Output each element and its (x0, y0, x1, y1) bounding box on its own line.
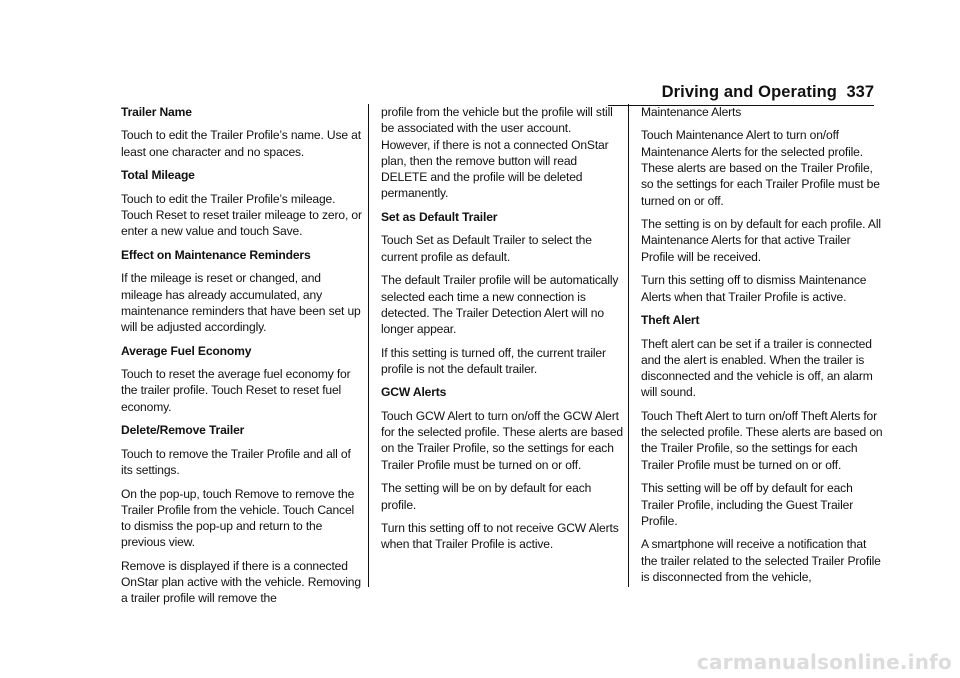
body-paragraph: If this setting is turned off, the current trailer profile is not the default trailer. (381, 345, 606, 376)
body-paragraph: Turn this setting off to dismiss Maintenance Alerts when that Trailer Profile is active. (641, 273, 867, 304)
body-paragraph: profile from the vehicle but the profile will still be associated with the user account. However, if there is not a connected OnStar plan, then the remove button will read DELETE and the profile will be deleted permanently. (381, 105, 613, 201)
section-heading: Delete/Remove Trailer (121, 423, 245, 438)
section-heading: Maintenance Alerts (641, 105, 742, 119)
watermark-text: carmanualsonline.info (696, 650, 952, 674)
section-heading: Theft Alert (641, 313, 700, 328)
body-paragraph: Touch Set as Default Trailer to select the current profile as default. (381, 233, 592, 264)
body-paragraph: Touch to edit the Trailer Profile’s mileage. Touch Reset to reset trailer mileage to zero, or enter a new value and touch Save. (121, 191, 362, 239)
body-paragraph: Turn this setting off to not receive GCW Alerts when that Trailer Profile is active. (381, 521, 619, 552)
section-heading: GCW Alerts (381, 385, 447, 400)
section-heading: Total Mileage (121, 168, 195, 183)
text-column-3 (641, 104, 883, 592)
body-paragraph: The default Trailer profile will be automatically selected each time a new connection is detected. The Trailer Detection Alert will no longer appear. (381, 273, 619, 337)
body-paragraph: Remove is displayed if there is a connected OnStar plan active with the vehicle. Removing a trailer profile will remove the (121, 558, 361, 606)
body-paragraph: Theft alert can be set if a trailer is connected and the alert is enabled. When the trailer is disconnected and the vehicle is off, an alarm will sound. (641, 336, 873, 400)
body-paragraph: Touch GCW Alert to turn on/off the GCW Alert for the selected profile. These alerts are based on the Trailer Profile, so the settings for each Trailer Profile must be turned on or off. (381, 408, 623, 472)
section-heading: Effect on Maintenance Reminders (121, 247, 311, 262)
section-heading: Set as Default Trailer (381, 209, 498, 224)
section-heading: Average Fuel Economy (121, 343, 252, 358)
text-column-2 (381, 104, 623, 560)
body-paragraph: Touch to edit the Trailer Profile’s name. Use at least one character and no spaces. (121, 128, 361, 159)
body-paragraph: Touch Maintenance Alert to turn on/off Maintenance Alerts for the selected profile. These alerts are based on the Trailer Profile, so the settings for each Trailer Profile must be turned on or off. (641, 128, 880, 208)
body-paragraph: The setting is on by default for each profile. All Maintenance Alerts for that active Trailer Profile will be received. (641, 217, 881, 264)
body-paragraph: A smartphone will receive a notification that the trailer related to the selected Trailer Profile is disconnected from the vehicle, (641, 537, 881, 584)
body-paragraph: This setting will be off by default for each Trailer Profile, including the Guest Trailer Profile. (641, 481, 854, 528)
body-paragraph: Touch to reset the average fuel economy for the trailer profile. Touch Reset to reset fuel economy. (121, 367, 351, 414)
text-column-1 (121, 104, 363, 614)
page-header (0, 83, 960, 105)
page-number: 337 (846, 83, 874, 101)
body-paragraph: The setting will be on by default for each profile. (381, 481, 592, 512)
section-heading: Trailer Name (121, 105, 192, 119)
section-title: Driving and Operating (661, 83, 837, 101)
body-paragraph: Touch to remove the Trailer Profile and all of its settings. (121, 446, 351, 478)
body-paragraph: Touch Theft Alert to turn on/off Theft Alerts for the selected profile. These alerts are based on the Trailer Profile, so the settings for each Trailer Profile must be turned on or off. (641, 408, 883, 472)
body-paragraph: If the mileage is reset or changed, and mileage has already accumulated, any maintenance reminders that have been set up will be adjusted accordingly. (121, 271, 361, 335)
body-paragraph: On the pop-up, touch Remove to remove the Trailer Profile from the vehicle. Touch Cancel to dismiss the pop-up and return to the previous view. (121, 486, 355, 550)
column-divider-1 (368, 104, 369, 587)
column-divider-2 (628, 104, 629, 587)
